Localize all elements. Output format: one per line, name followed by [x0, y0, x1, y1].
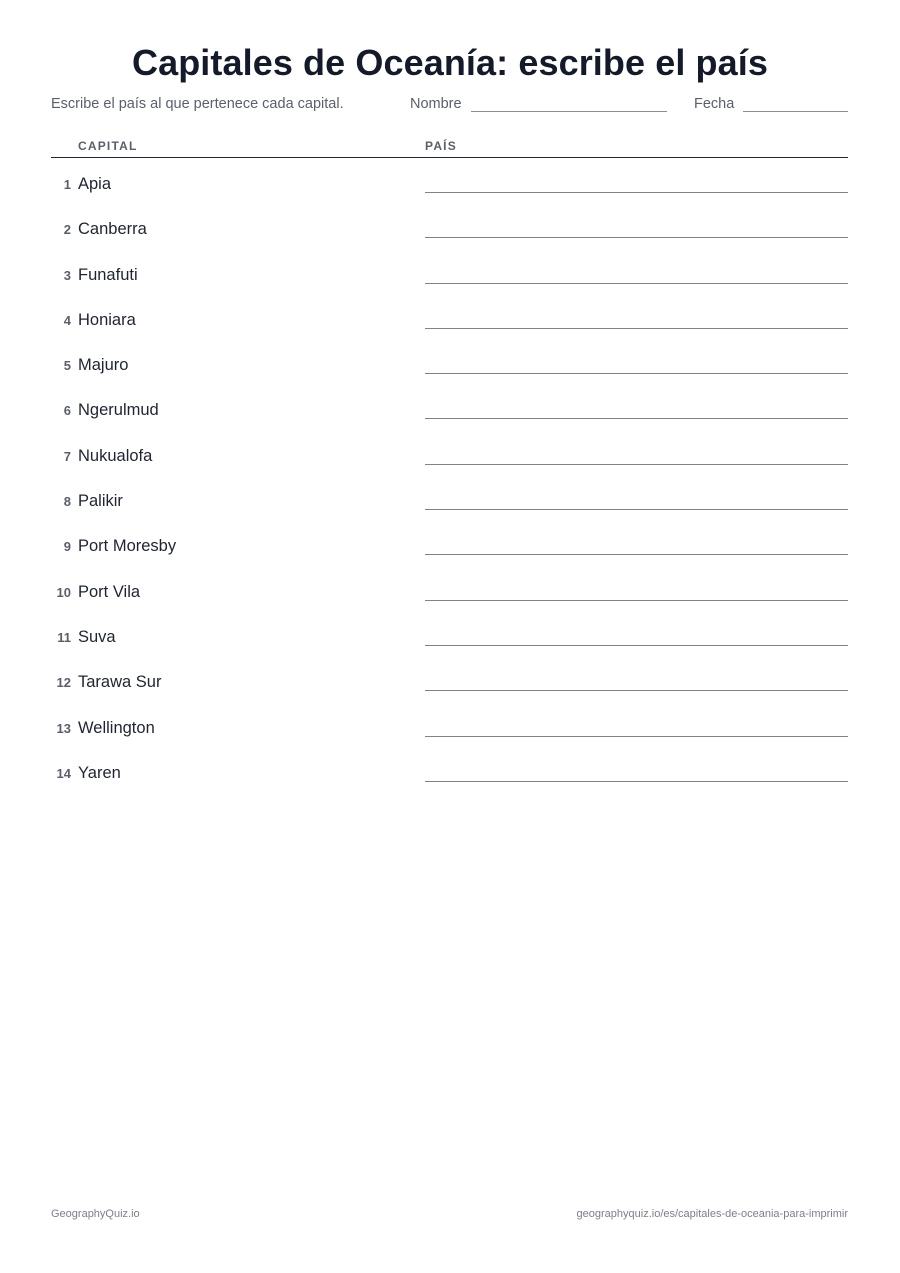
table-row [0, 384, 900, 429]
capital-name: Majuro [78, 356, 129, 375]
country-answer-field[interactable] [425, 781, 848, 782]
capital-name: Port Vila [78, 582, 141, 601]
country-answer-field[interactable] [425, 554, 848, 555]
capital-name: Suva [78, 627, 116, 646]
capital-name: Ngerulmud [78, 401, 159, 420]
date-field[interactable] [743, 111, 848, 112]
name-field[interactable] [471, 111, 667, 112]
column-header-capital: CAPITAL [78, 139, 138, 153]
country-answer-field[interactable] [425, 283, 848, 284]
row-number: 5 [63, 358, 71, 374]
country-answer-field[interactable] [425, 237, 848, 238]
row-number: 8 [63, 494, 71, 510]
capital-name: Yaren [78, 763, 121, 782]
capital-name: Honiara [78, 310, 136, 329]
date-label: Fecha [694, 96, 735, 112]
row-number: 6 [63, 403, 71, 419]
column-header-country: PAÍS [425, 139, 457, 153]
page-title: Capitales de Oceanía: escribe el país [131, 42, 768, 83]
capital-name: Canberra [78, 220, 147, 239]
country-answer-field[interactable] [425, 509, 848, 510]
table-row [0, 203, 900, 248]
row-number: 10 [56, 584, 71, 600]
footer-url: geographyquiz.io/es/capitales-de-oceania-para-imprimir [576, 1208, 848, 1220]
instructions-text: Escribe el país al que pertenece cada capital. [51, 96, 344, 112]
table-row [0, 520, 900, 565]
table-row [0, 747, 900, 792]
row-number: 7 [63, 448, 71, 464]
table-row [0, 475, 900, 520]
country-answer-field[interactable] [425, 690, 848, 691]
row-number: 1 [63, 177, 71, 192]
country-answer-field[interactable] [425, 645, 848, 646]
table-row [0, 566, 900, 611]
row-number: 14 [56, 765, 71, 781]
capital-name: Tarawa Sur [78, 673, 162, 692]
table-row [0, 249, 900, 294]
country-answer-field[interactable] [425, 464, 848, 465]
row-number: 2 [63, 222, 71, 238]
capital-name: Funafuti [78, 265, 138, 284]
table-row [0, 430, 900, 475]
row-number: 9 [63, 539, 71, 555]
table-row [0, 611, 900, 656]
country-answer-field[interactable] [425, 418, 848, 419]
country-answer-field[interactable] [425, 328, 848, 329]
row-number: 4 [63, 312, 71, 328]
capital-name: Palikir [78, 492, 123, 511]
table-row [0, 339, 900, 384]
capital-name: Port Moresby [78, 537, 177, 556]
row-number: 11 [57, 629, 71, 645]
country-answer-field[interactable] [425, 736, 848, 737]
country-answer-field[interactable] [425, 600, 848, 601]
footer-brand: GeographyQuiz.io [51, 1208, 140, 1220]
capitals-list [0, 158, 900, 792]
row-number: 12 [56, 675, 71, 691]
table-row [0, 656, 900, 701]
capital-name: Wellington [78, 718, 155, 737]
country-answer-field[interactable] [425, 192, 848, 193]
country-answer-field[interactable] [425, 373, 848, 374]
capital-name: Nukualofa [78, 446, 153, 465]
table-row [0, 702, 900, 747]
row-number: 3 [63, 267, 71, 283]
row-number: 13 [56, 720, 71, 736]
table-row [0, 158, 900, 203]
name-label: Nombre [410, 96, 462, 112]
capital-name: Apia [78, 175, 112, 193]
table-row [0, 294, 900, 339]
